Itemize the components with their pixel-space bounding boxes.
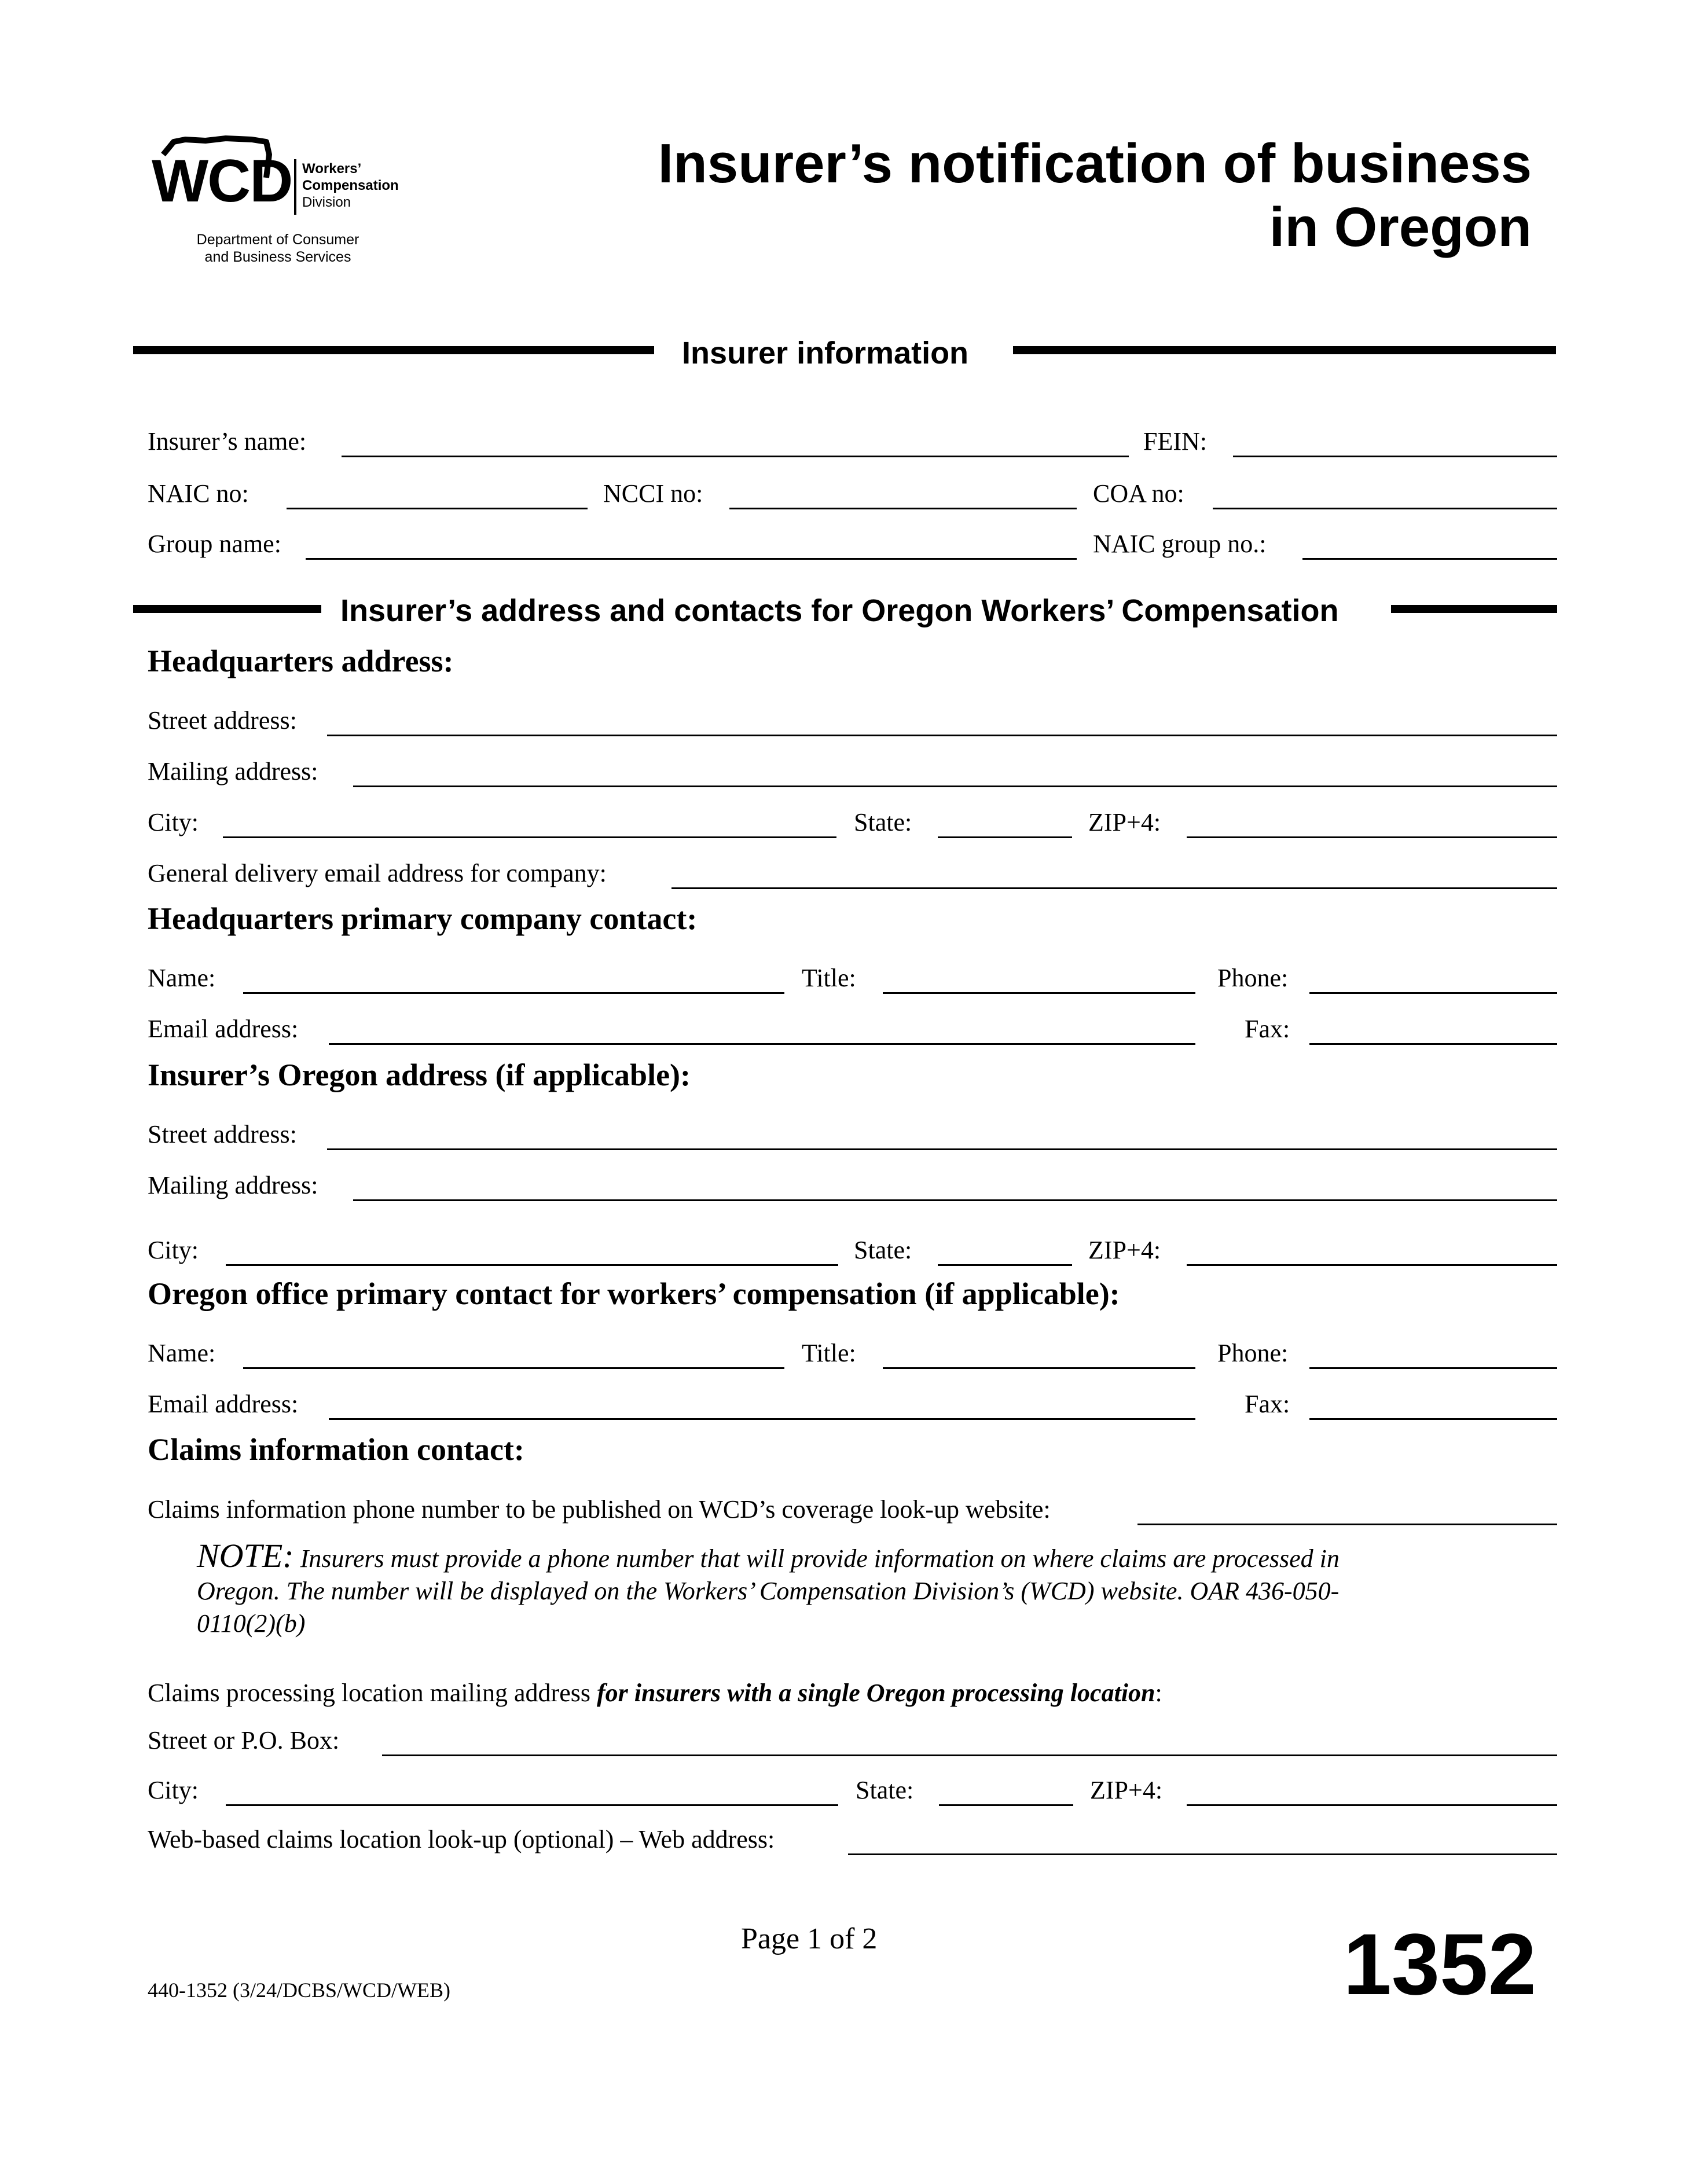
or-contact-fax-label: Fax:	[1245, 1390, 1290, 1418]
note-text: Insurers must provide a phone number that will provide information on where claims are processed in Oregon. The number will be displayed on the Workers’ Compensation Division’s (WCD) website. OAR 436-050-0110(2)(b)	[197, 1544, 1340, 1638]
hq-mailing-field[interactable]	[353, 785, 1557, 787]
form-number: 1352	[1343, 1915, 1536, 2013]
hq-contact-fax-label: Fax:	[1245, 1015, 1290, 1043]
hq-contact-name-field[interactable]	[243, 992, 784, 994]
hq-email-label: General delivery email address for company:	[148, 859, 607, 887]
or-address-heading: Insurer’s Oregon address (if applicable):	[148, 1058, 691, 1092]
claims-heading: Claims information contact:	[148, 1432, 524, 1467]
naic-label: NAIC no:	[148, 479, 249, 508]
page-number: Page 1 of 2	[741, 1922, 878, 1955]
claims-street-label: Street or P.O. Box:	[148, 1726, 340, 1754]
or-state-label: State:	[854, 1236, 912, 1264]
hq-contact-heading: Headquarters primary company contact:	[148, 901, 698, 936]
naic-group-label: NAIC group no.:	[1093, 530, 1267, 558]
hq-contact-title-label: Title:	[802, 964, 856, 992]
section2-rule-right	[1391, 605, 1557, 613]
claims-state-label: State:	[856, 1776, 914, 1804]
hq-email-field[interactable]	[671, 887, 1557, 889]
logo-dept-line2: and Business Services	[204, 249, 351, 265]
claims-street-field[interactable]	[382, 1754, 1557, 1756]
ncci-field[interactable]	[729, 508, 1077, 509]
hq-street-field[interactable]	[327, 735, 1557, 736]
page-title-line1: Insurer’s notification of business	[658, 133, 1532, 194]
hq-state-label: State:	[854, 808, 912, 836]
hq-contact-phone-field[interactable]	[1309, 992, 1557, 994]
or-contact-name-field[interactable]	[243, 1367, 784, 1369]
note-prefix: NOTE:	[197, 1537, 294, 1574]
logo-division-line3: Division	[302, 194, 351, 210]
or-contact-title-label: Title:	[802, 1339, 856, 1367]
hq-address-heading: Headquarters address:	[148, 644, 454, 678]
claims-city-label: City:	[148, 1776, 199, 1804]
section2-rule-left	[133, 605, 321, 613]
or-mailing-field[interactable]	[353, 1199, 1557, 1201]
page-title	[658, 132, 1532, 259]
group-name-field[interactable]	[306, 558, 1077, 560]
hq-contact-title-field[interactable]	[883, 992, 1195, 994]
or-contact-email-label: Email address:	[148, 1390, 299, 1418]
claims-processing-label	[148, 1679, 1162, 1708]
claims-web-field[interactable]	[848, 1853, 1557, 1855]
section-heading-insurer-info: Insurer information	[682, 336, 969, 370]
insurer-name-field[interactable]	[342, 456, 1129, 457]
or-contact-email-field[interactable]	[329, 1418, 1195, 1420]
logo-division-line2: Compensation	[302, 178, 399, 193]
logo-dept	[179, 231, 376, 266]
logo-abbr: WCD	[152, 148, 292, 215]
coa-field[interactable]	[1213, 508, 1557, 509]
or-contact-phone-field[interactable]	[1309, 1367, 1557, 1369]
claims-phone-label: Claims information phone number to be published on WCD’s coverage look-up website:	[148, 1495, 1051, 1524]
processing-emphasis: for insurers with a single Oregon processing location	[596, 1679, 1155, 1707]
section-rule-right	[1013, 346, 1556, 354]
hq-contact-email-label: Email address:	[148, 1015, 299, 1043]
hq-city-field[interactable]	[223, 836, 836, 838]
wcd-logo	[145, 124, 423, 269]
or-street-field[interactable]	[327, 1148, 1557, 1150]
ncci-label: NCCI no:	[603, 479, 703, 508]
hq-contact-email-field[interactable]	[329, 1043, 1195, 1045]
fein-label: FEIN:	[1143, 427, 1207, 456]
claims-note	[197, 1537, 1355, 1640]
or-contact-heading: Oregon office primary contact for workers’ compensation (if applicable):	[148, 1276, 1120, 1311]
group-name-label: Group name:	[148, 530, 281, 558]
claims-phone-field[interactable]	[1137, 1524, 1557, 1525]
claims-state-field[interactable]	[939, 1804, 1073, 1806]
hq-street-label: Street address:	[148, 706, 297, 735]
logo-divider	[294, 159, 296, 215]
claims-zip-field[interactable]	[1187, 1804, 1557, 1806]
or-zip-label: ZIP+4:	[1088, 1236, 1161, 1264]
form-code: 440-1352 (3/24/DCBS/WCD/WEB)	[148, 1979, 450, 2002]
hq-zip-field[interactable]	[1187, 836, 1557, 838]
or-street-label: Street address:	[148, 1120, 297, 1148]
hq-contact-phone-label: Phone:	[1217, 964, 1289, 992]
section-heading-address-contacts: Insurer’s address and contacts for Oregon Workers’ Compensation	[340, 593, 1339, 628]
processing-colon: :	[1155, 1679, 1162, 1707]
insurer-name-label: Insurer’s name:	[148, 427, 307, 456]
or-state-field[interactable]	[938, 1264, 1072, 1266]
hq-mailing-label: Mailing address:	[148, 757, 318, 785]
or-contact-name-label: Name:	[148, 1339, 216, 1367]
or-contact-phone-label: Phone:	[1217, 1339, 1289, 1367]
or-zip-field[interactable]	[1187, 1264, 1557, 1266]
processing-label-text: Claims processing location mailing address	[148, 1679, 597, 1707]
coa-label: COA no:	[1093, 479, 1184, 508]
logo-division-line1: Workers’	[302, 161, 362, 177]
hq-state-field[interactable]	[938, 836, 1072, 838]
claims-web-label: Web-based claims location look-up (optional) – Web address:	[148, 1825, 775, 1853]
claims-city-field[interactable]	[226, 1804, 838, 1806]
hq-city-label: City:	[148, 808, 199, 836]
or-city-label: City:	[148, 1236, 199, 1264]
section-rule-left	[133, 346, 654, 354]
hq-contact-name-label: Name:	[148, 964, 216, 992]
page-title-line2: in Oregon	[1269, 196, 1532, 258]
hq-zip-label: ZIP+4:	[1088, 808, 1161, 836]
or-mailing-label: Mailing address:	[148, 1171, 318, 1199]
naic-field[interactable]	[287, 508, 588, 509]
or-city-field[interactable]	[226, 1264, 838, 1266]
naic-group-field[interactable]	[1302, 558, 1557, 560]
or-contact-title-field[interactable]	[883, 1367, 1195, 1369]
claims-zip-label: ZIP+4:	[1090, 1776, 1163, 1804]
fein-field[interactable]	[1233, 456, 1557, 457]
hq-contact-fax-field[interactable]	[1309, 1043, 1557, 1045]
or-contact-fax-field[interactable]	[1309, 1418, 1557, 1420]
logo-dept-line1: Department of Consumer	[196, 232, 359, 248]
